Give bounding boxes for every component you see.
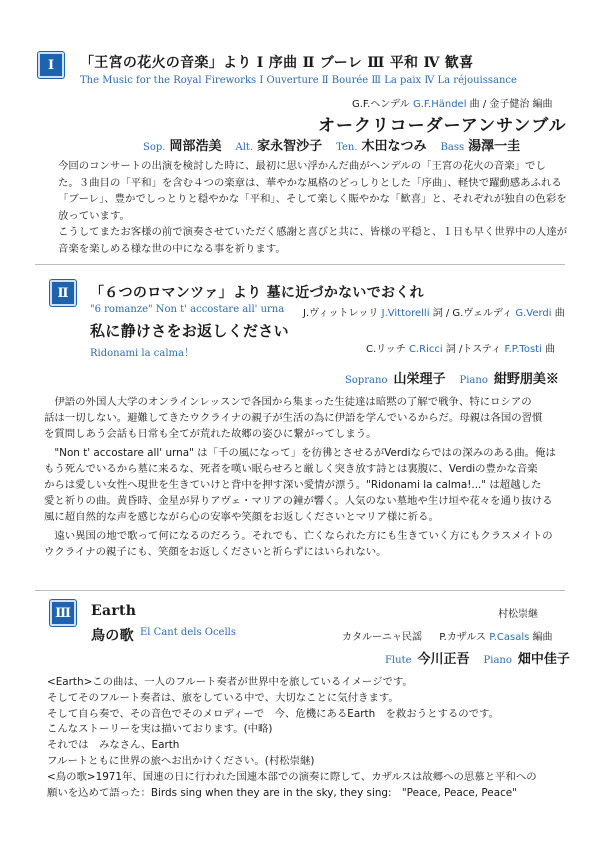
notes-line: 遠い異国の地で歌って何になるのだろう。それでも、亡くなられた方にも生きていく方にもクラスメイトの: [44, 530, 553, 543]
notes-line: 愛と祈りの曲。黄昏時、金星が昇りアヴェ・マリアの鐘が響く。人気のない墓地や生け垣や花々を通り抜ける: [44, 494, 553, 507]
section-3-credit: [342, 628, 553, 643]
composer-en: F.P.Tosti: [504, 344, 542, 355]
section-2-english-title-1: "6 romanze" Non t' accostare all' urna: [90, 304, 285, 315]
notes-line: ウクライナの親子にも、笑顔をお返しくださいと祈らずにはいられない。: [44, 546, 387, 559]
composer-en: G.Verdi: [515, 308, 552, 319]
notes-line: 音楽を楽しめる様な世の中になる事を祈ります。: [58, 242, 286, 255]
credit-suffix: 曲 / 金子健治 編曲: [469, 99, 553, 110]
credit-suffix: 曲: [545, 344, 556, 355]
performer-role: Bass: [440, 142, 465, 153]
lyricist-ja: C.リッチ: [366, 344, 406, 355]
credit-mid: 詞 /トスティ: [445, 344, 502, 355]
performer-role: Ten.: [336, 142, 358, 153]
performer-name: 家永智沙子: [257, 139, 323, 154]
performer-name: 今川正吾: [417, 652, 470, 667]
performer-role: Piano: [459, 375, 488, 386]
notes-line: フルートともに世界の旅へお出かけください。(村松崇継): [47, 754, 315, 767]
notes-line: からは愛しい女性へ現世を生きていけと背中を押す深い愛情が漂う。"Ridonami la calma!..." は超越した: [44, 478, 542, 491]
credit-mid: 詞 / G.ヴェルディ: [432, 308, 513, 319]
section-3-english-title-2: El Cant dels Ocells: [140, 627, 237, 638]
credit-suffix: 曲: [554, 308, 565, 319]
performer-role: Alt.: [235, 142, 254, 153]
section-divider: [35, 264, 565, 265]
notes-line: 風に超自然的な声を感じながら心の安寧や笑顔をお返しくださいとマリア様に祈る。: [44, 510, 439, 523]
notes-line: <鳥の歌>1971年、国連の日に行われた国連本部での演奏に際して、カザルスは故郷への思慕と平和への: [47, 770, 537, 783]
lyricist-en: J.Vittorelli: [381, 308, 430, 319]
ensemble-name: オークリコーダーアンサンブル: [318, 116, 567, 136]
section-1-title: 「王宮の花火の音楽」より Ⅰ 序曲 Ⅱ ブーレ Ⅲ 平和 Ⅳ 歓喜: [80, 55, 474, 71]
section-divider: [35, 590, 565, 591]
performer-name: 湯澤一圭: [468, 139, 521, 154]
section-1-badge: Ⅰ: [38, 52, 64, 78]
section-2-english-title-2: Ridonami la calma！: [90, 348, 194, 359]
lyricist-ja: J.ヴィットレッリ: [303, 308, 379, 319]
performer-name: 畑中佳子: [517, 652, 570, 667]
notes-line: を質問しあう会話も日常も全てが荒れた故郷の姿ひに繋がってしまう。: [44, 427, 377, 440]
notes-line: 今回のコンサートの出演を検討した時に、最初に思い浮かんだ曲がヘンデルの「王宮の花火の音楽」でし: [58, 160, 546, 172]
notes-line: そして自ら奏で、その音色でそのメロディーで 今、危機にあるEarth を救おうとするのです。: [47, 707, 500, 720]
composer-ja: G.F.ヘンデル: [352, 99, 410, 110]
section-2-notes: [44, 395, 556, 561]
composer-en: G.F.Händel: [412, 99, 467, 110]
performer-name: 岡部浩美: [169, 139, 222, 154]
performer-role: Flute: [385, 655, 412, 666]
section-3-badge: Ⅲ: [50, 600, 76, 626]
section-2-credit-2: [366, 340, 555, 355]
section-1-credit: [352, 95, 553, 110]
notes-line: 「ブーレ」、豊かでしっとりと穏やかな「平和」、そして楽しく賑やかな「歓喜」と、それぞれが独自の色彩を: [58, 193, 567, 205]
performer-role: Sop.: [143, 142, 166, 153]
performer-role: Soprano: [345, 375, 388, 386]
credit-suffix: 編曲: [532, 632, 553, 643]
notes-line: それでは みなさん、Earth: [47, 739, 180, 752]
section-3-arranger: 村松崇継: [498, 609, 538, 620]
performer-role: Piano: [483, 655, 512, 666]
section-3-notes: [47, 675, 537, 801]
lyricist-en: C.Ricci: [408, 344, 443, 355]
section-2-title-2: 私に静けさをお返しください: [90, 322, 289, 340]
section-3-title: Earth: [91, 603, 137, 619]
section-1-english-title: The Music for the Royal Fireworks Ⅰ Ouverture Ⅱ Bourée Ⅲ La paix Ⅳ La réjouissance: [80, 75, 517, 86]
section-3-performers: [385, 648, 570, 667]
arranger-ja: P.カザルス: [439, 632, 487, 643]
notes-line: 願いを込めて語った：Birds sing when they are in the sky, they sing: "Peace, Peace, Peace": [47, 786, 517, 799]
notes-line: "Non t' accostare all' urna" は「千の風になって」を彷彿とさせるがVerdiならではの深みのある曲。俺は: [44, 447, 556, 460]
section-2-title-1: 「６つのロマンツァ」より 墓に近づかないでおくれ: [90, 285, 424, 301]
performer-name: 紺野朋美※: [493, 372, 559, 387]
notes-line: 話は一切しない。避難してきたウクライナの親子が生活の為に伊語を学んでいるからだ。母親は各国の習慣: [44, 411, 543, 424]
notes-line: た。３曲目の「平和」を含む４つの楽章は、華やかな風格のどっしりとした「序曲」、軽快で躍動感あふれる: [58, 176, 562, 189]
arranger-en: P.Casals: [489, 632, 530, 643]
performer-name: 木田なつみ: [361, 139, 427, 154]
performer-name: 山栄理子: [393, 372, 446, 387]
section-1-performers: [143, 135, 520, 154]
section-2-credit-1: [303, 304, 565, 319]
section-1-notes: [58, 158, 567, 257]
notes-line: こんなストーリーを実は描いております。(中略): [47, 723, 273, 736]
notes-line: こうしてまたお客様の前で演奏させていただく感謝と喜びと共に、皆様の平穏と、１日も早く世界中の人達が: [58, 226, 568, 238]
notes-line: そしてそのフルート奏者は、旅をしている中で、大切なことに気付きます。: [47, 691, 399, 704]
section-2-performers: [345, 368, 559, 387]
origin: カタルーニャ民謡: [342, 632, 422, 643]
section-2-badge: Ⅱ: [50, 280, 76, 306]
notes-line: 伊語の外国人大学のオンラインレッスンで各国から集まった生徒達は暗黙の了解で戦争、特にロシアの: [44, 396, 532, 408]
notes-line: 放っています。: [58, 209, 130, 222]
section-3-title-2: 鳥の歌: [91, 628, 134, 644]
notes-line: <Earth>この曲は、一人のフルート奏者が世界中を旅しているイメージです。: [47, 676, 413, 688]
notes-line: もう死んでいるから墓に来るな、死者を嘆い眠らせろと厳しく突き放す詩とは裏腹に、Verdiの豊かな音楽: [44, 463, 538, 476]
